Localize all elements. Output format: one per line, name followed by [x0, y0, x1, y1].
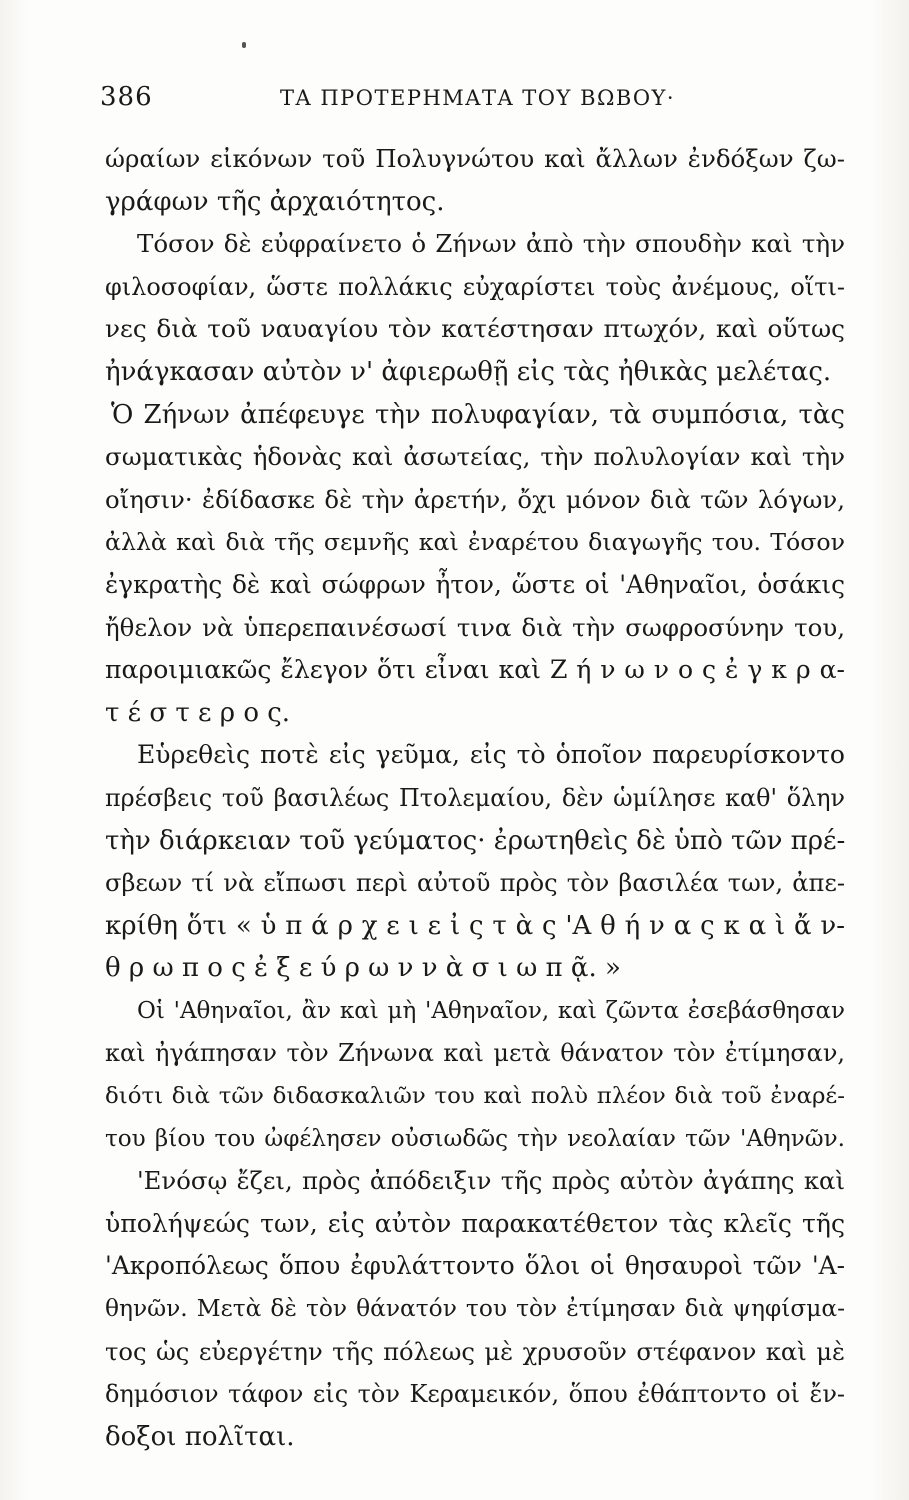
- text-line: τος ὡς εὐεργέτην τῆς πόλεως μὲ χρυσοῦν στέφανον καὶ μὲ: [105, 1336, 845, 1366]
- text-line: διότι διὰ τῶν διδασκαλιῶν του καὶ πολὺ πλέον διὰ τοῦ ἐναρέ-: [105, 1083, 845, 1110]
- text-line: τ έ σ τ ε ρ ο ς.: [105, 697, 291, 728]
- text-line: σβεων τί νὰ εἴπωσι περὶ αὐτοῦ πρὸς τὸν βασιλέα των, ἀπε-: [105, 869, 845, 898]
- text-line: ἀλλὰ καὶ διὰ τῆς σεμνῆς καὶ ἐναρέτου διαγωγῆς του. Τόσον: [105, 528, 845, 557]
- text-line: γράφων τῆς ἀρχαιότητος.: [105, 186, 445, 217]
- text-line: τὴν διάρκειαν τοῦ γεύματος· ἐρωτηθεὶς δὲ ὑπὸ τῶν πρέ-: [105, 825, 845, 856]
- text-line: Οἱ 'Αθηναῖοι, ἂν καὶ μὴ 'Αθηναῖον, καὶ ζῶντα ἐσεβάσθησαν: [137, 997, 845, 1024]
- text-line: σωματικὰς ἡδονὰς καὶ ἀσωτείας, τὴν πολυλογίαν καὶ τὴν: [105, 442, 845, 472]
- text-line: ἠνάγκασαν αὐτὸν ν' ἀφιερωθῇ εἰς τὰς ἠθικὰς μελέτας.: [105, 356, 832, 387]
- text-line: δοξοι πολῖται.: [105, 1421, 295, 1452]
- text-line: ὑπολήψεώς των, εἰς αὐτὸν παρακατέθετον τὰς κλεῖς τῆς: [105, 1208, 845, 1238]
- text-line: θηνῶν. Μετὰ δὲ τὸν θάνατόν του τὸν ἐτίμησαν διὰ ψηφίσμα-: [105, 1295, 845, 1323]
- text-line: θ ρ ω π ο ς ἐ ξ ε ύ ρ ω ν ν ὰ σ ι ω π ᾷ. »: [105, 953, 621, 984]
- page-header: [100, 82, 860, 122]
- text-line: ἐγκρατὴς δὲ καὶ σώφρων ἦτον, ὥστε οἱ 'Αθηναῖοι, ὁσάκις: [105, 569, 845, 599]
- text-line: κρίθη ὅτι « ὑ π ά ρ χ ε ι ε ἰ ς τ ὰ ς 'Α θ ή ν α ς κ α ὶ ἄ ν-: [105, 910, 845, 941]
- text-line: πρέσβεις τοῦ βασιλέως Πτολεμαίου, δὲν ὡμίλησε καθ' ὅλην: [105, 783, 845, 812]
- text-line: ώραίων εἰκόνων τοῦ Πολυγνώτου καὶ ἄλλων ἐνδόξων ζω-: [105, 144, 845, 173]
- text-line: νες διὰ τοῦ ναυαγίου τὸν κατέστησαν πτωχόν, καὶ οὕτως: [105, 314, 845, 344]
- text-line: καὶ ἠγάπησαν τὸν Ζήνωνα καὶ μετὰ θάνατον τὸν ἐτίμησαν,: [105, 1039, 845, 1068]
- print-speck: [242, 42, 246, 48]
- running-head: ΤΑ ΠΡΟΤΕΡΗΜΑΤΑ ΤΟΥ ΒΩΒΟΥ·: [280, 86, 676, 110]
- text-line: 'Ακροπόλεως ὅπου ἐφυλάττοντο ὅλοι οἱ θησαυροὶ τῶν 'Α-: [105, 1251, 845, 1281]
- page-number: 386: [100, 82, 153, 112]
- text-line: δημόσιον τάφον εἰς τὸν Κεραμεικόν, ὅπου ἐθάπτοντο οἱ ἔν-: [105, 1380, 845, 1409]
- text-line: Εὑρεθεὶς ποτὲ εἰς γεῦμα, εἰς τὸ ὁποῖον παρευρίσκοντο: [137, 740, 845, 770]
- text-line: οἴησιν· ἐδίδασκε δὲ τὴν ἀρετήν, ὄχι μόνον διὰ τῶν λόγων,: [105, 484, 845, 514]
- text-line: φιλοσοφίαν, ὥστε πολλάκις εὐχαρίστει τοὺς ἀνέμους, οἵτι-: [105, 272, 845, 301]
- text-line: ἤθελον νὰ ὑπερεπαινέσωσί τινα διὰ τὴν σωφροσύνην του,: [105, 612, 845, 642]
- body-text: [105, 138, 845, 1458]
- text-line: Ὁ Ζήνων ἀπέφευγε τὴν πολυφαγίαν, τὰ συμπόσια, τὰς: [111, 399, 845, 430]
- text-line: Τόσον δὲ εὐφραίνετο ὁ Ζήνων ἀπὸ τὴν σπουδὴν καὶ τὴν: [137, 229, 845, 259]
- text-line: του βίου του ὠφέλησεν οὐσιωδῶς τὴν νεολαίαν τῶν 'Αθηνῶν.: [105, 1125, 845, 1152]
- text-line: παροιμιακῶς ἔλεγον ὅτι εἶναι καὶ Ζ ή ν ω ν ο ς ἐ γ κ ρ α-: [105, 655, 845, 685]
- text-line: 'Ενόσῳ ἔζει, πρὸς ἀπόδειξιν τῆς πρὸς αὐτὸν ἀγάπης καὶ: [137, 1166, 845, 1196]
